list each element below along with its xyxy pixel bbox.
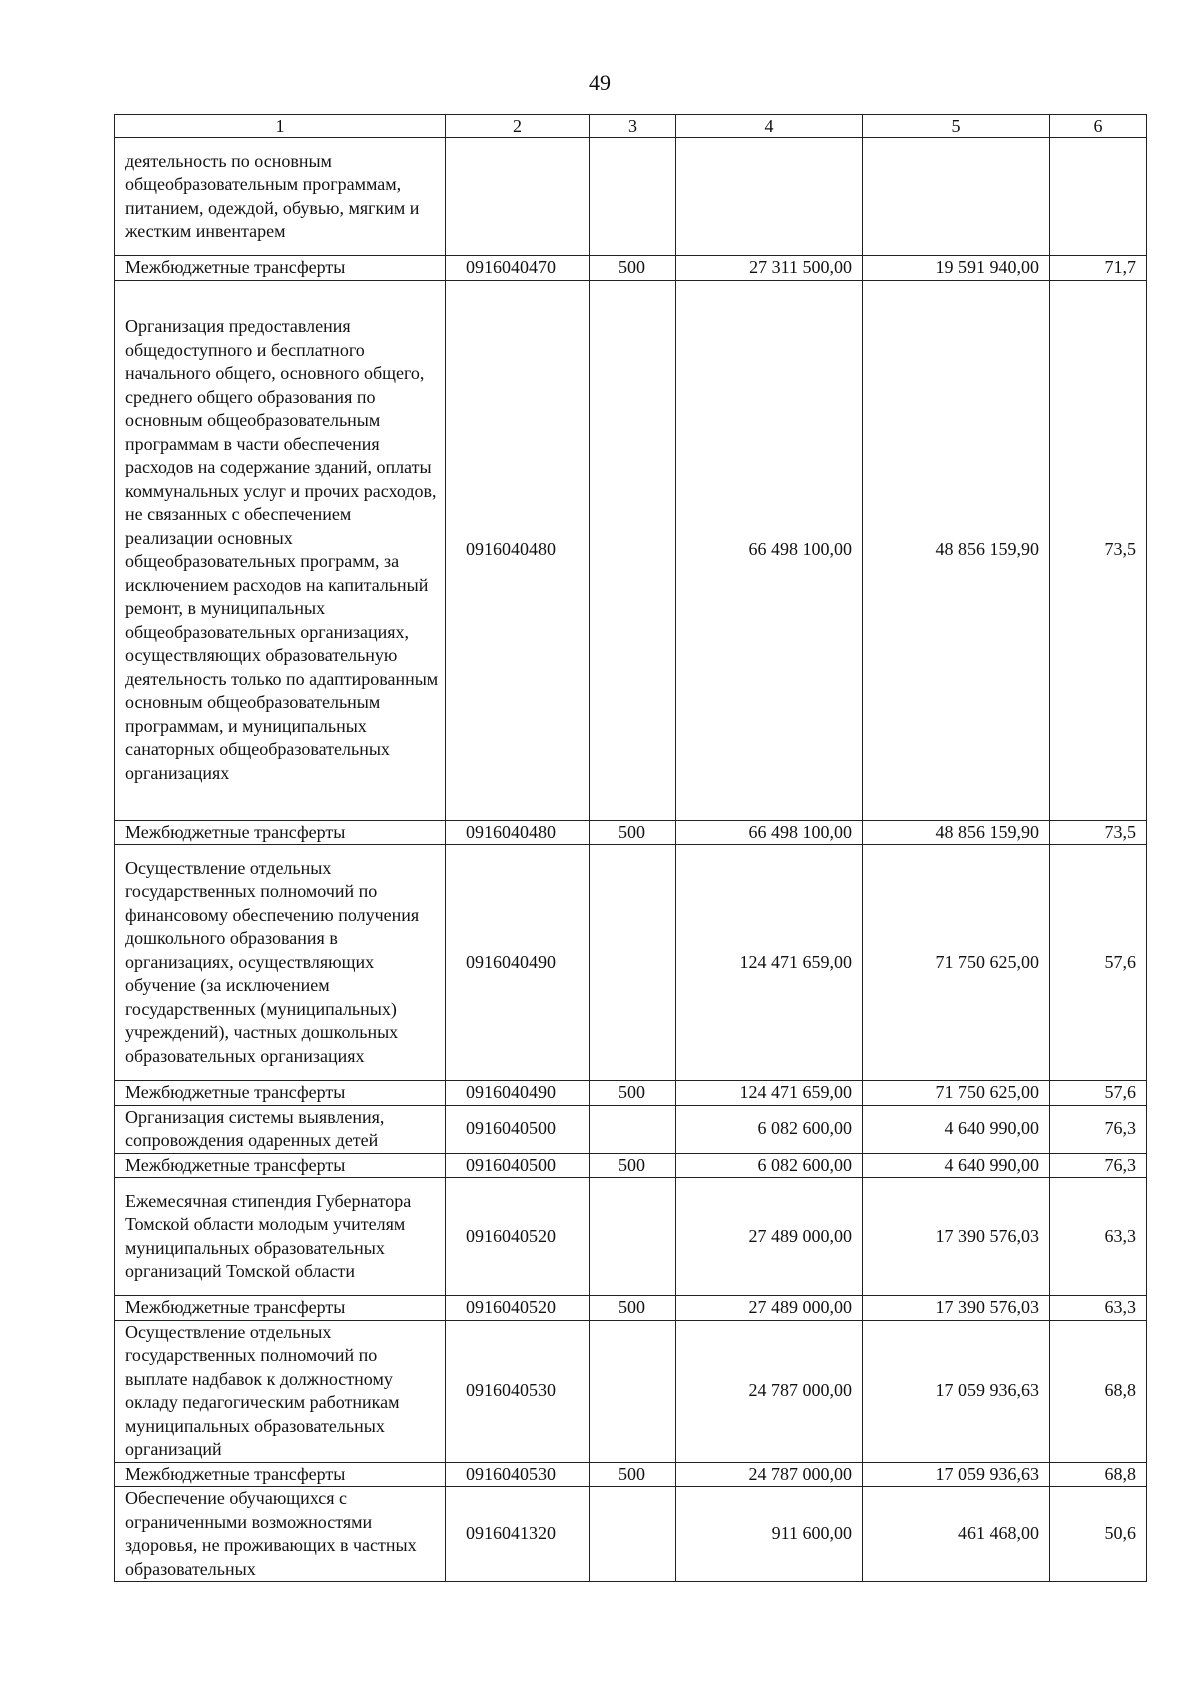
row-code: 0916040520 [446, 1296, 590, 1321]
row-type: 500 [590, 820, 676, 845]
row-type: 500 [590, 256, 676, 281]
row-type [590, 280, 676, 820]
row-code: 0916040500 [446, 1105, 590, 1153]
row-plan: 124 471 659,00 [676, 1081, 863, 1106]
row-type [590, 138, 676, 256]
row-plan: 6 082 600,00 [676, 1105, 863, 1153]
row-code: 0916040480 [446, 820, 590, 845]
row-name: Обеспечение обучающихся с ограниченными возможностями здоровья, не проживающих в частных образовательных [115, 1487, 446, 1582]
row-type: 500 [590, 1081, 676, 1106]
row-name: Осуществление отдельных государственных полномочий по выплате надбавок к должностному окладу педагогическим работникам муниципальных образовательных организаций [115, 1320, 446, 1462]
table-row [115, 820, 1147, 845]
row-type: 500 [590, 1462, 676, 1487]
row-code: 0916040490 [446, 845, 590, 1081]
row-percent: 68,8 [1050, 1462, 1147, 1487]
row-plan: 6 082 600,00 [676, 1153, 863, 1178]
row-code: 0916040490 [446, 1081, 590, 1106]
table-row [115, 280, 1147, 820]
row-plan: 24 787 000,00 [676, 1462, 863, 1487]
row-percent: 68,8 [1050, 1320, 1147, 1462]
row-name: Межбюджетные трансферты [115, 1081, 446, 1106]
row-exec: 4 640 990,00 [863, 1105, 1050, 1153]
page-number: 49 [589, 70, 611, 95]
row-code: 0916040520 [446, 1178, 590, 1296]
table-row [115, 256, 1147, 281]
row-code [446, 138, 590, 256]
row-code: 0916040530 [446, 1462, 590, 1487]
row-plan: 124 471 659,00 [676, 845, 863, 1081]
row-type: 500 [590, 1153, 676, 1178]
row-name: Межбюджетные трансферты [115, 820, 446, 845]
row-percent: 71,7 [1050, 256, 1147, 281]
row-percent: 76,3 [1050, 1105, 1147, 1153]
table-row [115, 1296, 1147, 1321]
table-row [115, 1178, 1147, 1296]
row-name: Межбюджетные трансферты [115, 256, 446, 281]
row-percent: 73,5 [1050, 280, 1147, 820]
row-percent: 63,3 [1050, 1296, 1147, 1321]
row-type: 500 [590, 1296, 676, 1321]
table-row [115, 1153, 1147, 1178]
table-row [115, 845, 1147, 1081]
table-row [115, 1462, 1147, 1487]
row-percent: 57,6 [1050, 845, 1147, 1081]
row-plan: 27 311 500,00 [676, 256, 863, 281]
row-code: 0916041320 [446, 1487, 590, 1582]
header-cell: 6 [1050, 115, 1147, 138]
row-exec: 4 640 990,00 [863, 1153, 1050, 1178]
row-percent: 50,6 [1050, 1487, 1147, 1582]
row-plan: 66 498 100,00 [676, 820, 863, 845]
row-percent [1050, 138, 1147, 256]
row-type [590, 1178, 676, 1296]
row-plan: 66 498 100,00 [676, 280, 863, 820]
header-cell: 5 [863, 115, 1050, 138]
table-header-row [115, 115, 1147, 138]
budget-table [114, 114, 1147, 1582]
row-plan: 27 489 000,00 [676, 1296, 863, 1321]
row-plan: 24 787 000,00 [676, 1320, 863, 1462]
row-exec [863, 138, 1050, 256]
header-cell: 1 [115, 115, 446, 138]
row-name: Межбюджетные трансферты [115, 1153, 446, 1178]
table-row [115, 1081, 1147, 1106]
row-name: Межбюджетные трансферты [115, 1296, 446, 1321]
row-exec: 461 468,00 [863, 1487, 1050, 1582]
row-code: 0916040480 [446, 280, 590, 820]
row-name: Осуществление отдельных государственных полномочий по финансовому обеспечению получения дошкольного образования в организациях, осуществляющих обучение (за исключением государственных (муниципальных) учреждений), частных дошкольных образовательных организациях [115, 845, 446, 1081]
row-type [590, 1105, 676, 1153]
header-cell: 3 [590, 115, 676, 138]
header-cell: 4 [676, 115, 863, 138]
row-exec: 48 856 159,90 [863, 820, 1050, 845]
table-row [115, 1487, 1147, 1582]
row-plan: 911 600,00 [676, 1487, 863, 1582]
row-exec: 17 390 576,03 [863, 1296, 1050, 1321]
table-row [115, 1105, 1147, 1153]
row-type [590, 845, 676, 1081]
row-name: Межбюджетные трансферты [115, 1462, 446, 1487]
row-name: деятельность по основным общеобразовательным программам, питанием, одеждой, обувью, мягким и жестким инвентарем [115, 138, 446, 256]
row-code: 0916040500 [446, 1153, 590, 1178]
row-code: 0916040470 [446, 256, 590, 281]
row-percent: 73,5 [1050, 820, 1147, 845]
row-exec: 19 591 940,00 [863, 256, 1050, 281]
row-plan: 27 489 000,00 [676, 1178, 863, 1296]
row-exec: 71 750 625,00 [863, 845, 1050, 1081]
row-name: Организация системы выявления, сопровождения одаренных детей [115, 1105, 446, 1153]
header-cell: 2 [446, 115, 590, 138]
row-percent: 57,6 [1050, 1081, 1147, 1106]
table-row [115, 138, 1147, 256]
row-type [590, 1320, 676, 1462]
row-percent: 63,3 [1050, 1178, 1147, 1296]
row-exec: 17 390 576,03 [863, 1178, 1050, 1296]
row-code: 0916040530 [446, 1320, 590, 1462]
row-exec: 71 750 625,00 [863, 1081, 1050, 1106]
row-exec: 48 856 159,90 [863, 280, 1050, 820]
row-name: Организация предоставления общедоступного и бесплатного начального общего, основного общего, среднего общего образования по основным общеобразовательным программам в части обеспечения расходов на содержание зданий, оплаты коммунальных услуг и прочих расходов, не связанных с обеспечением реализации основных общеобразовательных программ, за исключением расходов на капитальный ремонт, в муниципальных общеобразовательных организациях, осуществляющих образовательную деятельность только по адаптированным основным общеобразовательным программам, и муниципальных санаторных общеобразовательных организациях [115, 280, 446, 820]
row-exec: 17 059 936,63 [863, 1320, 1050, 1462]
row-name: Ежемесячная стипендия Губернатора Томской области молодым учителям муниципальных образовательных организаций Томской области [115, 1178, 446, 1296]
table-row [115, 1320, 1147, 1462]
row-percent: 76,3 [1050, 1153, 1147, 1178]
row-plan [676, 138, 863, 256]
row-exec: 17 059 936,63 [863, 1462, 1050, 1487]
row-type [590, 1487, 676, 1582]
